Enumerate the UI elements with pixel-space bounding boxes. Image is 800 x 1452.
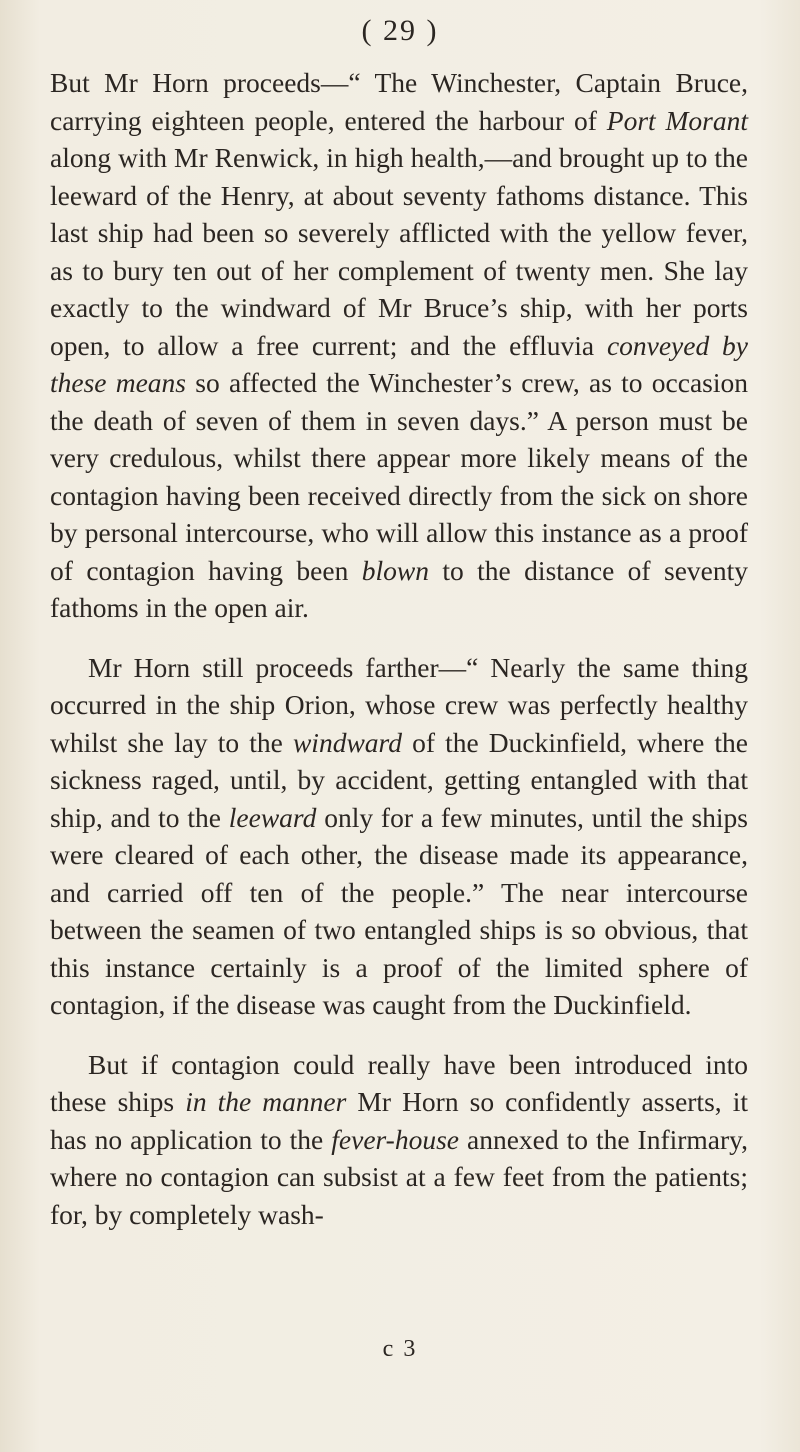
italic-phrase: leeward [228,801,317,833]
body-text [50,64,748,1233]
text-run: so affected the Winchester’s crew, as to occasion the death of seven of them in seven days.” A person must be very credulous, whilst there appear more likely means of the contagion having been received directly from the sick on shore by personal intercourse, who will allow this instance as a proof of contagion having been [50,367,748,586]
italic-phrase: blown [361,554,429,586]
page-number: ( 29 ) [361,14,439,47]
text-run: But Mr Horn proceeds—“ The Winchester, Captain Bruce, carrying eighteen people, entered the harbour of [50,67,748,136]
paragraph-2 [50,649,748,1024]
paragraph-3 [50,1046,748,1234]
italic-phrase: conveyed by these means [50,329,748,398]
italic-phrase: fever-house [331,1123,459,1155]
text-run: Mr Horn so confidently asserts, it has no application to the [50,1086,748,1155]
text-run: annexed to the Infirmary, where no contagion can subsist at a few feet from the patients; for, by completely wash- [50,1123,749,1230]
text-run: Mr Horn still proceeds farther—“ Nearly the same thing occurred in the ship Orion, whose crew was perfectly healthy whilst she lay to the [50,651,748,758]
text-run: only for a few minutes, until the ships were cleared of each other, the disease made its appearance, and carried off ten of the people.” The near intercourse between the seamen of two entangled ships is so obvious, that this instance certainly is a proof of the limited sphere of contagion, if the disease was caught from the Duckinfield. [50,801,748,1020]
paragraph-1 [50,64,748,627]
italic-phrase: in the manner [185,1086,347,1117]
signature-mark: c 3 [382,1336,418,1362]
text-run: to the distance of seventy fathoms in the open air. [50,554,748,623]
text-run: of the Duckinfield, where the sickness raged, until, by accident, getting entangled with that ship, and to the [50,726,748,833]
italic-phrase: Port Morant [606,104,748,136]
text-run: But if contagion could really have been introduced into these ships [50,1048,748,1117]
italic-phrase: windward [292,726,402,758]
text-run: along with Mr Renwick, in high health,—and brought up to the leeward of the Henry, at about seventy fathoms distance. This last ship had been so severely afflicted with the yellow fever, as to bury ten out of her complement of twenty men. She lay exactly to the windward of Mr Bruce’s ship, with her ports open, to allow a free current; and the effluvia [50,142,748,361]
